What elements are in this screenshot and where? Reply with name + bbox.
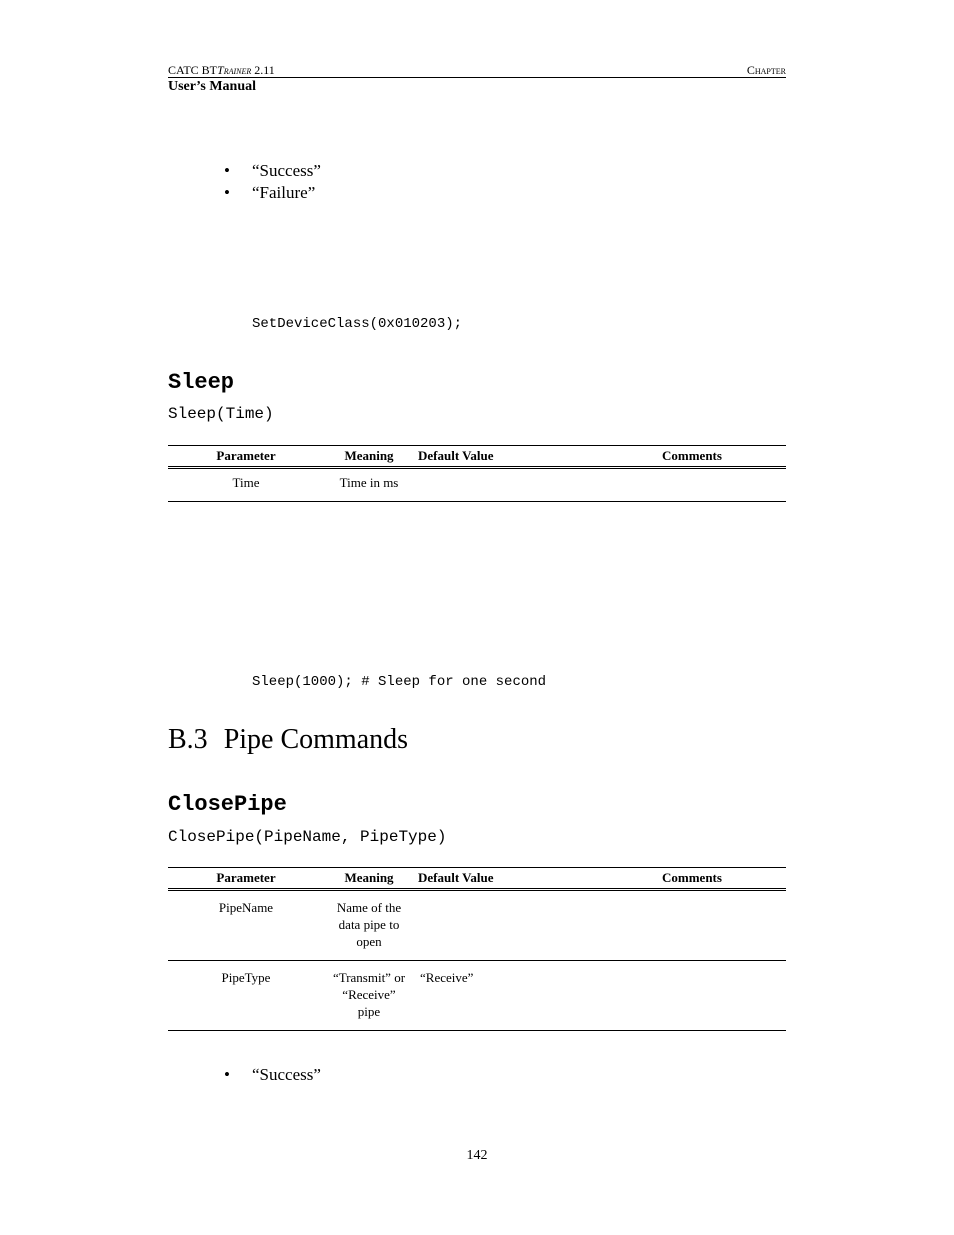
column-header: Comments xyxy=(662,870,722,885)
cell-default: “Receive” xyxy=(420,970,474,985)
cell-meaning: Time in ms xyxy=(339,475,399,490)
column-header: Default Value xyxy=(418,870,494,885)
column-header: Comments xyxy=(662,448,722,463)
code-example: Sleep(1000); # Sleep for one second xyxy=(252,674,547,690)
cell-parameter: Time xyxy=(232,475,260,490)
command-heading-closepipe: ClosePipe xyxy=(168,792,287,817)
section-heading: B.3 Pipe Commands xyxy=(168,724,409,755)
running-header-subtitle: User’s Manual xyxy=(168,79,257,94)
list-item: • “Failure” xyxy=(224,183,316,202)
command-heading-sleep: Sleep xyxy=(168,370,235,395)
running-header-chapter: Chapter xyxy=(746,63,786,77)
column-header: Parameter xyxy=(216,448,276,463)
table-row xyxy=(168,468,786,502)
column-header: Parameter xyxy=(216,870,276,885)
cell-meaning: Name of the data pipe to open xyxy=(336,900,402,949)
header-rule xyxy=(168,77,786,78)
cell-parameter: PipeName xyxy=(218,900,274,915)
cell-default xyxy=(414,890,544,961)
table-row xyxy=(168,961,786,1031)
running-header-title: CATC BTTrainer 2.11 xyxy=(168,63,275,77)
list-item: • “Success” xyxy=(224,1065,321,1084)
command-signature-sleep: Sleep(Time) xyxy=(168,405,274,423)
cell-meaning: “Transmit” or “Receive” pipe xyxy=(332,970,406,1019)
cell-default xyxy=(414,468,544,502)
column-header: Meaning xyxy=(344,448,394,463)
command-signature-closepipe: ClosePipe(PipeName, PipeType) xyxy=(168,828,447,846)
column-header: Default Value xyxy=(418,448,494,463)
cell-parameter: PipeType xyxy=(221,970,271,985)
page-number: 142 xyxy=(466,1148,488,1163)
cell-comments xyxy=(544,961,786,1031)
parameter-table-closepipe xyxy=(168,867,786,1031)
cell-comments xyxy=(544,890,786,961)
column-header: Meaning xyxy=(344,870,394,885)
table-row xyxy=(168,890,786,961)
parameter-table-sleep xyxy=(168,445,786,502)
cell-comments xyxy=(544,468,786,502)
code-example: SetDeviceClass(0x010203); xyxy=(252,316,463,332)
list-item: • “Success” xyxy=(224,161,321,180)
